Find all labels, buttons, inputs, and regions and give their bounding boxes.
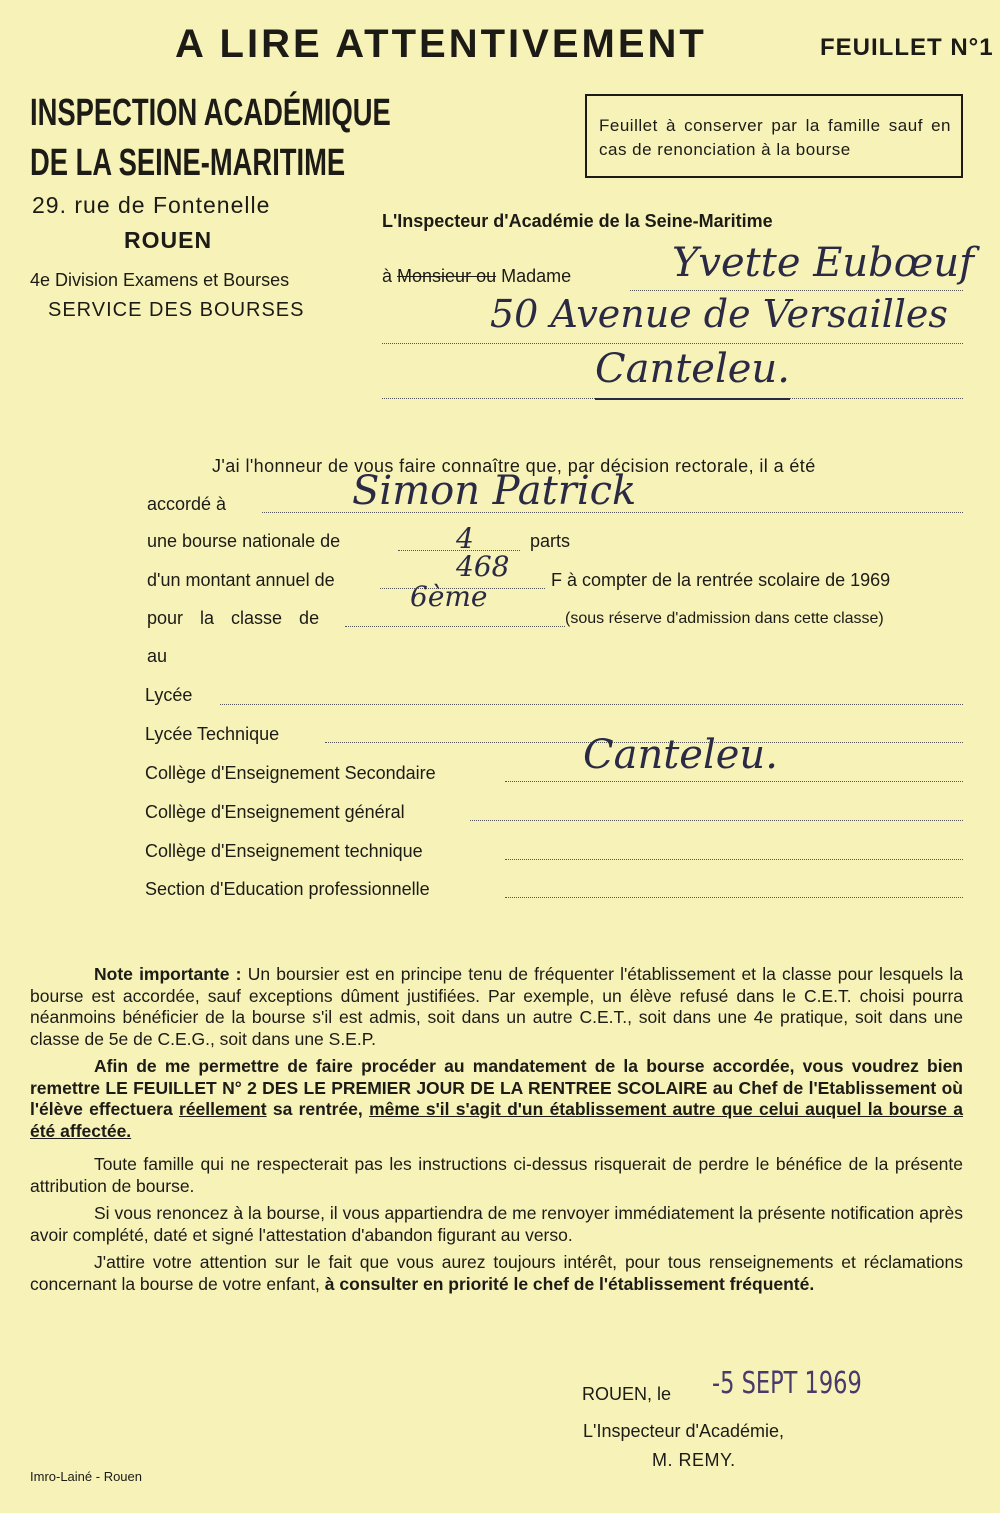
sheet-number: FEUILLET N°1 — [820, 34, 994, 61]
dotted-line — [220, 704, 963, 705]
salutation-madame: Madame — [501, 266, 572, 286]
dotted-line — [505, 781, 963, 782]
award-intro: J'ai l'honneur de vous faire connaître que, par décision rectorale, il a été — [212, 456, 816, 476]
notice-box: Feuillet à conserver par la famille sauf en cas de renonciation à la bourse — [585, 94, 963, 178]
sender-service: SERVICE DES BOURSES — [48, 299, 305, 321]
school-ceg-label: Collège d'Enseignement général — [145, 802, 405, 822]
amount-handwritten: 468 — [456, 550, 510, 583]
parts-handwritten: 4 — [456, 522, 474, 555]
dotted-line — [470, 820, 963, 821]
note-paragraph-3: Toute famille qui ne respecterait pas les instructions ci-dessus risquerait de perdre le bénéfice de la présente attribution de bourse. — [30, 1154, 963, 1196]
note-paragraph-2c: sa rentrée, — [272, 1099, 363, 1119]
sender-heading — [30, 88, 391, 188]
struck-monsieur: Monsieur ou — [397, 266, 497, 286]
important-note — [30, 964, 963, 1295]
student-name-handwritten: Simon Patrick — [352, 468, 637, 514]
recipient-name-handwritten: Yvette Eubœuf — [672, 240, 974, 286]
dotted-line — [505, 859, 963, 860]
note-heading: Note importante : — [94, 964, 242, 984]
sender-city: ROUEN — [124, 227, 213, 253]
sender-address: 29. rue de Fontenelle — [32, 192, 271, 218]
au-label: au — [147, 646, 168, 666]
sender-line2: DE LA SEINE-MARITIME — [30, 142, 346, 184]
bourse-label: une bourse nationale de — [147, 531, 341, 551]
amount-label: d'un montant annuel de — [147, 570, 335, 590]
school-sep-label: Section d'Education professionnelle — [145, 879, 430, 899]
class-label: pour la classe de — [147, 608, 320, 628]
recipient-street-handwritten: 50 Avenue de Versailles — [490, 292, 948, 336]
sender-line1: INSPECTION ACADÉMIQUE — [30, 92, 391, 134]
note-paragraph-2a: Afin de me permettre de faire procéder au mandatement de la bourse accordée, vous voudrez bien remettre LE FEUILLET N° 2 DES LE PREMIER JOUR DE LA RENTREE SCOLAIRE au Chef de l'Etablissement où l'élève effectuera — [30, 1056, 963, 1119]
dotted-line — [630, 290, 963, 291]
date-stamp: -5 SEPT 1969 — [712, 1366, 862, 1401]
note-paragraph-5a: J'attire votre attention sur le fait que vous aurez toujours intérêt, pour tous renseignements et réclamations concernant la bourse de votre enfant, — [30, 1252, 963, 1294]
dotted-line — [345, 626, 565, 627]
note-paragraph-5 — [30, 1252, 963, 1295]
recipient-salutation — [382, 266, 571, 287]
note-paragraph-5b: à consulter en priorité le chef de l'établissement fréquenté. — [324, 1273, 815, 1294]
school-lycee-technique-label: Lycée Technique — [145, 724, 280, 744]
dotted-line — [505, 897, 963, 898]
signature-role: L'Inspecteur d'Académie, — [583, 1421, 784, 1441]
note-paragraph-2b: réellement — [179, 1099, 267, 1119]
signature-place: ROUEN, le — [582, 1384, 672, 1404]
class-note: (sous réserve d'admission dans cette classe) — [565, 610, 884, 627]
school-ces-label: Collège d'Enseignement Secondaire — [145, 763, 436, 783]
note-paragraph-2 — [30, 1056, 963, 1142]
parts-label: parts — [530, 531, 571, 551]
recipient-from: L'Inspecteur d'Académie de la Seine-Maritime — [382, 211, 773, 231]
note-paragraph-1: Un boursier est en principe tenu de fréquenter l'établissement et la classe pour lesquels la bourse est accordée, sauf exceptions dûment justifiées. Par exemple, un élève refusé dans le C.E.T. choisi pourra néanmoins bénéficier de la bourse s'il est admis, soit dans un autre C.E.T., soit dans une 4e pratique, soit dans une classe de 5e de C.E.G., soit dans une S.E.P. — [30, 964, 963, 1049]
school-ces-handwritten: Canteleu. — [583, 732, 778, 778]
note-paragraph-2d: même s'il s'agit d'un établissement autre que celui auquel la bourse a été affectée. — [30, 1099, 964, 1141]
granted-to-label: accordé à — [147, 494, 227, 514]
recipient-city-handwritten: Canteleu. — [595, 346, 790, 400]
dotted-line — [382, 343, 963, 344]
document-title: A LIRE ATTENTIVEMENT — [175, 22, 707, 66]
recipient-prefix: à — [382, 266, 393, 286]
signature-name: M. REMY. — [652, 1450, 736, 1470]
sender-division: 4e Division Examens et Bourses — [30, 270, 290, 290]
printer-mark: Imro-Lainé - Rouen — [30, 1469, 142, 1484]
amount-suffix: F à compter de la rentrée scolaire de 1969 — [551, 570, 891, 590]
school-cet-label: Collège d'Enseignement technique — [145, 841, 423, 861]
school-lycee-label: Lycée — [145, 685, 193, 705]
note-paragraph-4: Si vous renoncez à la bourse, il vous appartiendra de me renvoyer immédiatement la présente notification après avoir complété, daté et signé l'attestation d'abandon figurant au verso. — [30, 1203, 963, 1245]
class-handwritten: 6ème — [410, 580, 488, 613]
